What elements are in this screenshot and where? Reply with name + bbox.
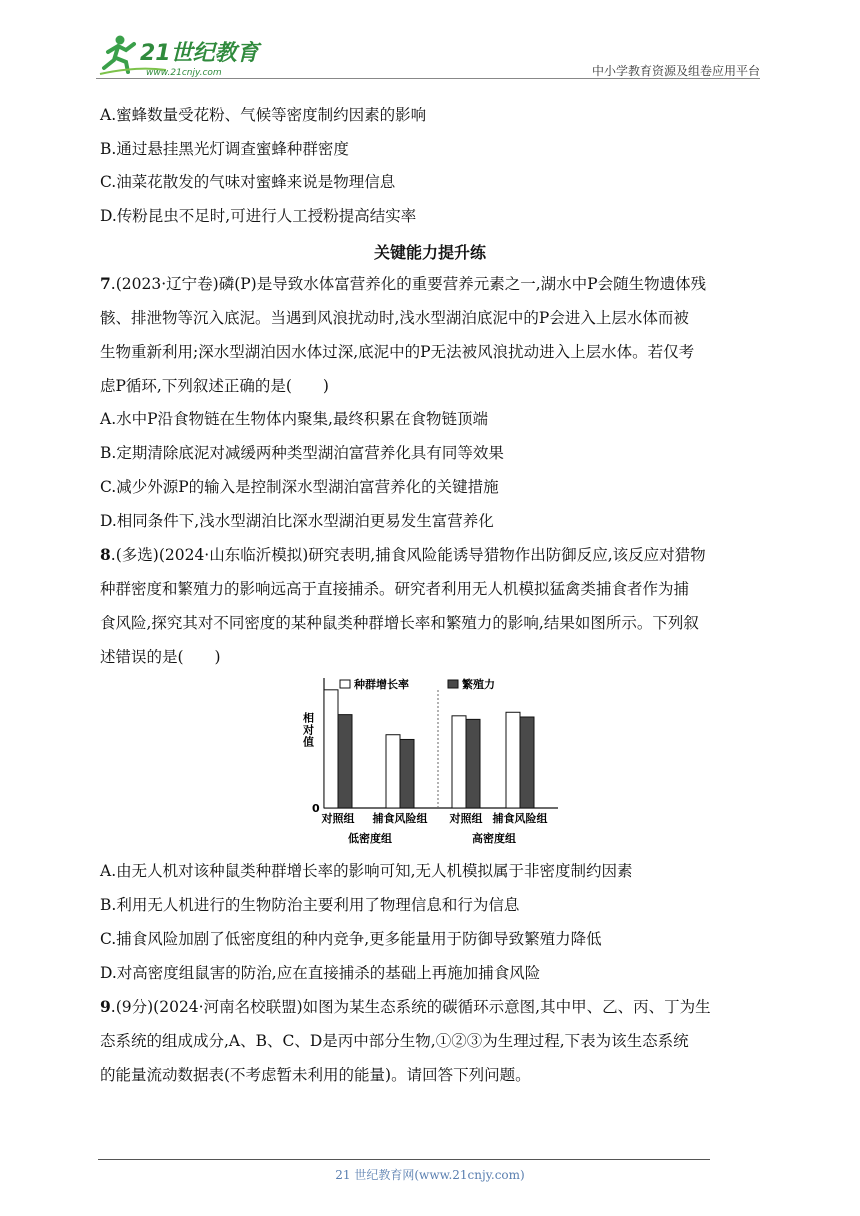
q8-option-c: C.捕食风险加剧了低密度组的种内竞争,更多能量用于防御导致繁殖力降低 xyxy=(100,930,602,948)
header-divider xyxy=(96,78,760,79)
platform-name: 中小学教育资源及组卷应用平台 xyxy=(591,64,760,78)
bar-growth-1 xyxy=(324,690,338,808)
legend-label-growth: 种群增长率 xyxy=(354,678,409,691)
logo-title: 21世纪教育 xyxy=(140,41,259,66)
q7-option-c: C.减少外源P的输入是控制深水型湖泊富营养化的关键措施 xyxy=(100,478,499,496)
site-logo xyxy=(96,30,296,80)
category-label-1: 对照组 xyxy=(321,812,355,825)
legend-label-fertility: 繁殖力 xyxy=(462,678,495,691)
q6-option-c: C.油菜花散发的气味对蜜蜂来说是物理信息 xyxy=(100,173,396,191)
bar-growth-4 xyxy=(506,712,520,808)
page-header xyxy=(96,30,760,80)
q8-number: 8 xyxy=(100,545,111,564)
q7-line-3: 生物重新利用;深水型湖泊因水体过深,底泥中的P无法被风浪扰动进入上层水体。若仅考 xyxy=(100,343,695,361)
bar-fertility-4 xyxy=(520,717,534,808)
q7-line-1: 7.(2023·辽宁卷)磷(P)是导致水体富营养化的重要营养元素之一,湖水中P会随生物遗体残 xyxy=(100,274,707,293)
q8-option-d: D.对高密度组鼠害的防治,应在直接捕杀的基础上再施加捕食风险 xyxy=(100,964,541,982)
q7-option-d: D.相同条件下,浅水型湖泊比深水型湖泊更易发生富营养化 xyxy=(100,512,494,530)
q7-line-4: 虑P循环,下列叙述正确的是( ) xyxy=(100,377,329,395)
q7-option-a: A.水中P沿食物链在生物体内聚集,最终积累在食物链顶端 xyxy=(100,410,488,428)
q9-line-3: 的能量流动数据表(不考虑暂未利用的能量)。请回答下列问题。 xyxy=(100,1066,531,1084)
footer-text: 21 世纪教育网(www.21cnjy.com) xyxy=(335,1168,525,1182)
q7-line-2: 骸、排泄物等沉入底泥。当遇到风浪扰动时,浅水型湖泊底泥中的P会进入上层水体而被 xyxy=(100,309,689,327)
bar-fertility-2 xyxy=(400,739,414,808)
q8-line-2: 种群密度和繁殖力的影响远高于直接捕杀。研究者利用无人机模拟猛禽类捕食者作为捕 xyxy=(100,580,690,598)
q8-option-a: A.由无人机对该种鼠类种群增长率的影响可知,无人机模拟属于非密度制约因素 xyxy=(100,862,633,880)
q8-option-b: B.利用无人机进行的生物防治主要利用了物理信息和行为信息 xyxy=(100,896,520,914)
footer-divider xyxy=(98,1159,710,1160)
section-title: 关键能力提升练 xyxy=(373,243,486,262)
legend-swatch-growth xyxy=(340,680,350,688)
q9-number: 9 xyxy=(100,997,111,1016)
q6-option-a: A.蜜蜂数量受花粉、气候等密度制约因素的影响 xyxy=(100,106,427,124)
group-label-low: 低密度组 xyxy=(348,832,392,845)
bar-growth-2 xyxy=(386,735,400,808)
logo-url: www.21cnjy.com xyxy=(146,68,222,78)
q6-option-d: D.传粉昆虫不足时,可进行人工授粉提高结实率 xyxy=(100,207,417,225)
q9-line-1: 9.(9分)(2024·河南名校联盟)如图为某生态系统的碳循环示意图,其中甲、乙、丙、丁为生 xyxy=(100,997,711,1016)
bar-fertility-3 xyxy=(466,719,480,808)
q9-line-2: 态系统的组成成分,A、B、C、D是丙中部分生物,①②③为生理过程,下表为该生态系统 xyxy=(100,1032,689,1050)
legend-swatch-fertility xyxy=(448,680,458,688)
bar-growth-3 xyxy=(452,716,466,808)
q7-option-b: B.定期清除底泥对减缓两种类型湖泊富营养化具有同等效果 xyxy=(100,444,504,462)
bar-fertility-1 xyxy=(338,715,352,808)
q8-line-1: 8.(多选)(2024·山东临沂模拟)研究表明,捕食风险能诱导猎物作出防御反应,该反应对猎物 xyxy=(100,545,706,564)
q6-option-b: B.通过悬挂黑光灯调查蜜蜂种群密度 xyxy=(100,140,349,158)
category-label-2: 捕食风险组 xyxy=(372,812,428,825)
y-axis-label: 相对值 xyxy=(301,712,315,748)
q7-number: 7 xyxy=(100,274,111,293)
q8-line-3: 食风险,探究其对不同密度的某种鼠类种群增长率和繁殖力的影响,结果如图所示。下列叙 xyxy=(100,614,699,632)
y-origin-label: 0 xyxy=(312,802,320,815)
bar-chart xyxy=(296,672,560,856)
q8-line-4: 述错误的是( ) xyxy=(100,648,221,666)
category-label-3: 对照组 xyxy=(449,812,483,825)
category-label-4: 捕食风险组 xyxy=(492,812,548,825)
group-label-high: 高密度组 xyxy=(472,832,516,845)
chart-legend xyxy=(340,677,495,691)
